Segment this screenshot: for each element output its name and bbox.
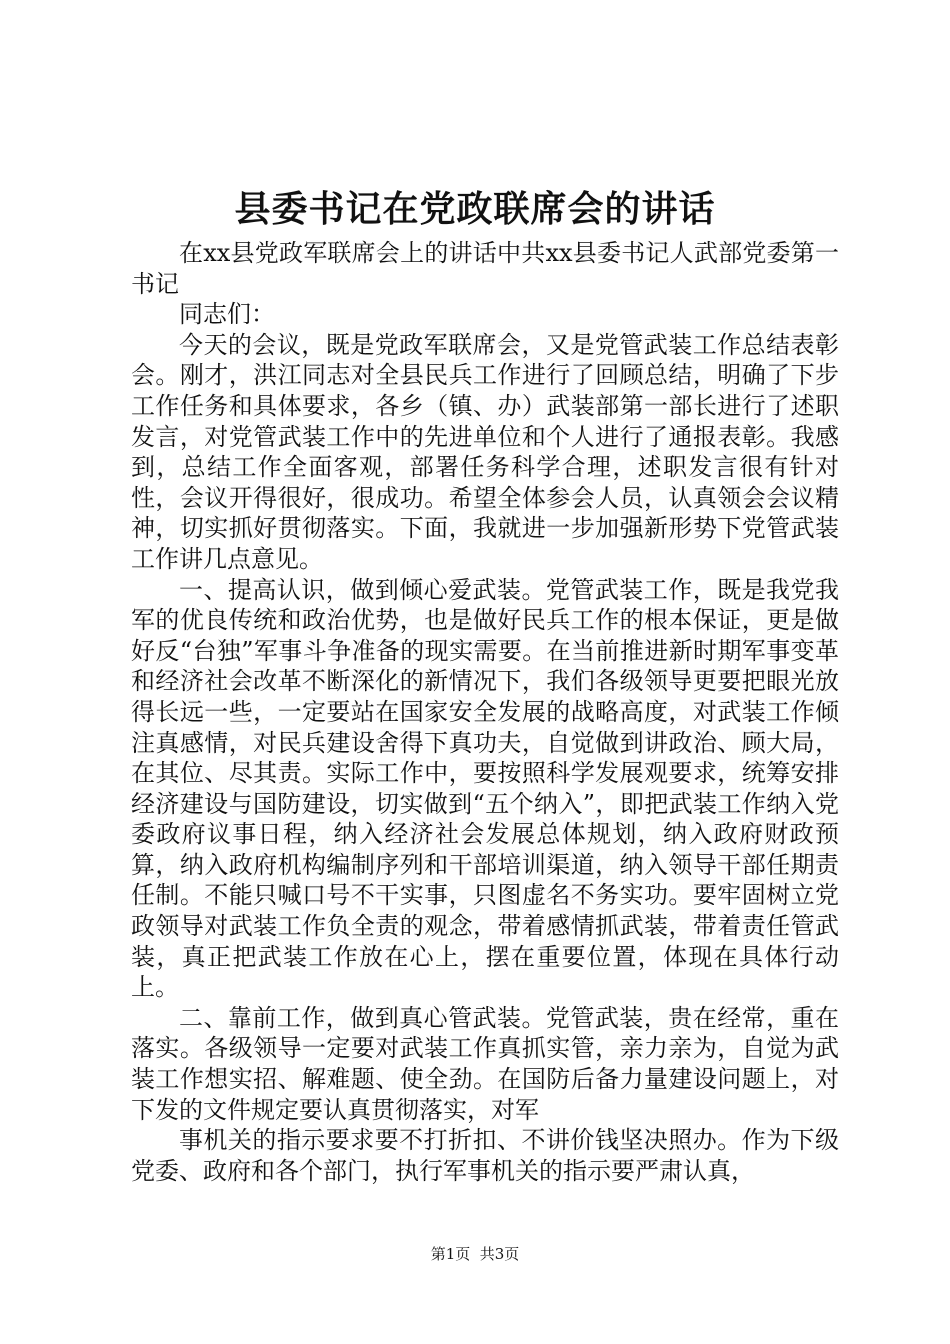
paragraph-section-1: 一、提高认识，做到倾心爱武装。党管武装工作，既是我党我军的优良传统和政治优势，也是做好民兵工作的根本保证，更是做好反“台独”军事斗争准备的现实需要。在当前推进新时期军事变革和经济社会改革不断深化的新情况下，我们各级领导更要把眼光放得长远一些，一定要站在国家安全发展的战略高度，对武装工作倾注真感情，对民兵建设舍得下真功夫，自觉做到讲政治、顾大局，在其位、尽其责。实际工作中，要按照科学发展观要求，统筹安排经济建设与国防建设，切实做到“五个纳入”，即把武装工作纳入党委政府议事日程，纳入经济社会发展总体规划，纳入政府财政预算，纳入政府机构编制序列和干部培训渠道，纳入领导干部任期责任制。不能只喊口号不干实事，只图虚名不务实功。要牢固树立党政领导对武装工作负全责的观念，带着感情抓武装，带着责任管武装，真正把武装工作放在心上，摆在重要位置，体现在具体行动上。 (131, 575, 839, 1002)
paragraph-section-2: 二、靠前工作，做到真心管武装。党管武装，贵在经常，重在落实。各级领导一定要对武装工作真抓实管，亲力亲为，自觉为武装工作想实招、解难题、使全劲。在国防后备力量建设问题上，对下发的文件规定要认真贯彻落实，对军 (131, 1003, 839, 1124)
paragraph-salutation: 同志们： (179, 300, 275, 329)
page-indicator: 第1页 共3页 (430, 1245, 520, 1263)
document-body (131, 238, 839, 1186)
document-title: 县委书记在党政联席会的讲话 (234, 188, 716, 230)
paragraph-intro: 今天的会议，既是党政军联席会，又是党管武装工作总结表彰会。刚才，洪江同志对全县民兵工作进行了回顾总结，明确了下步工作任务和具体要求，各乡（镇、办）武装部第一部长进行了述职发言，对党管武装工作中的先进单位和个人进行了通报表彰。我感到，总结工作全面客观，部署任务科学合理，述职发言很有针对性，会议开得很好，很成功。希望全体参会人员，认真领会会议精神，切实抓好贯彻落实。下面，我就进一步加强新形势下党管武装工作讲几点意见。 (131, 330, 839, 573)
paragraph-subtitle: 在xx县党政军联席会上的讲话中共xx县委书记人武部党委第一书记 (131, 239, 839, 298)
paragraph-continued: 事机关的指示要求要不打折扣、不讲价钱坚决照办。作为下级党委、政府和各个部门，执行军事机关的指示要严肃认真， (131, 1126, 839, 1185)
